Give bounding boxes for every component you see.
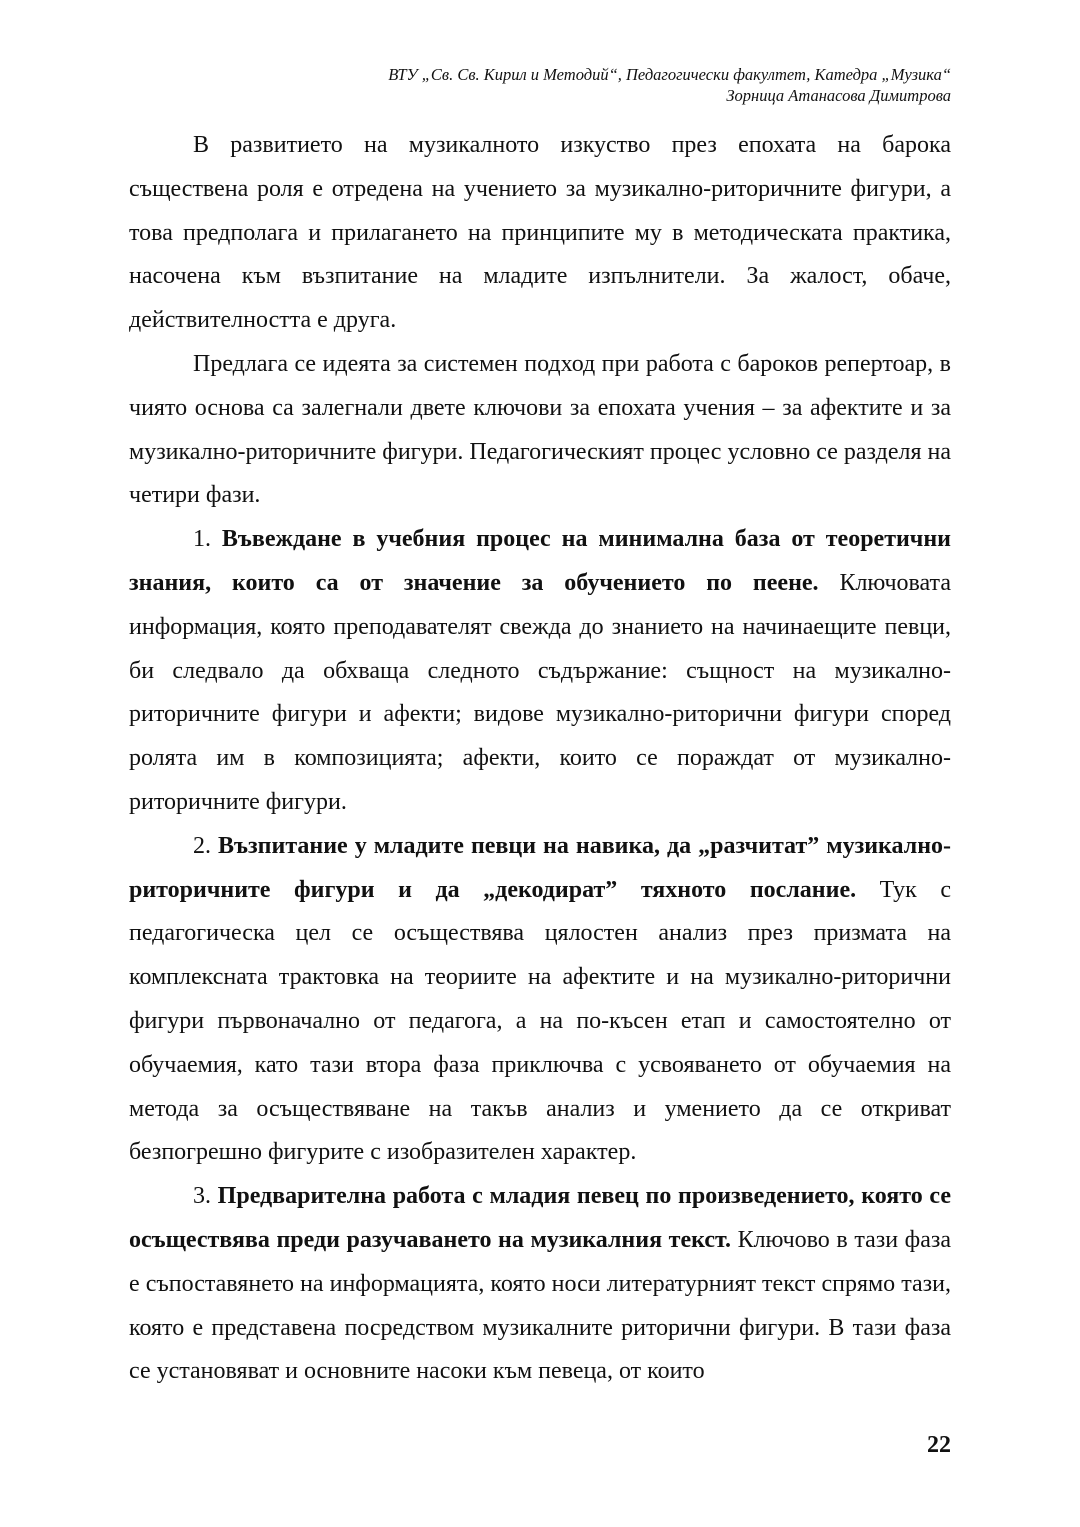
page-number: 22 xyxy=(927,1432,951,1458)
phase-3-number: 3. xyxy=(193,1183,218,1210)
header-institution: ВТУ „Св. Св. Кирил и Методий“, Педагогически факултет, Катедра „Музика“ xyxy=(388,65,951,84)
phase-2-number: 2. xyxy=(193,832,219,859)
paragraph-phase-3 xyxy=(129,1175,951,1394)
paragraph-intro: В развитието на музикалното изкуство през епохата на барока съществена роля е отредена на учението за музикално-риторичните фигури, а това предполага и прилагането на принципите му в методическата практика, насочена към възпитание на младите изпълнители. За жалост, обаче, действителността е друга. xyxy=(129,132,951,334)
phase-3-text: Ключово в тази фаза е съпоставянето на информацията, която носи литературният текст спрямо тази, която е представена посредством музикалните риторични фигури. В тази фаза се установяват и основните насоки към певеца, от които xyxy=(129,1226,951,1385)
header-author: Зорница Атанасова Димитрова xyxy=(726,86,951,105)
phase-1-title: Въвеждане в учебния процес на минимална база от теоретични знания, които са от значение за обучението по пеене. xyxy=(129,526,951,596)
phase-3-title: Предварителна работа с младия певец по произведението, която се осъществява преди разучаването на музикалния текст. xyxy=(129,1183,951,1253)
phase-2-text: Тук с педагогическа цел се осъществява цялостен анализ през призмата на комплексната трактовка на теориите на афектите и на музикално-риторични фигури първоначално от педагога, а на по-късен етап и самостоятелно от обучаемия, като тази втора фаза приключва с усвояването от обучаемия на метода за осъществяване на такъв анализ и умението да се откриват безпогрешно фигурите с изобразителен характер. xyxy=(129,876,951,1166)
phase-1-text: Ключовата информация, която преподавателят свежда до знанието на начинаещите певци, би следвало да обхваща следното съдържание: същност на музикално-риторичните фигури и афекти; видове музикално-риторични фигури според ролята им в композицията; афекти, които се пораждат от музикално-риторичните фигури. xyxy=(129,569,951,815)
paragraph-approach: Предлага се идеята за системен подход при работа с бароков репертоар, в чиято основа са залегнали двете ключови за епохата учения – за афектите и за музикално-риторичните фигури. Педагогическият процес условно се разделя на четири фази. xyxy=(129,350,951,509)
phase-1-number: 1. xyxy=(193,526,222,553)
phase-2-title: Възпитание у младите певци на навика, да „разчитат” музикално-риторичните фигури и да „декодират” тяхното послание. xyxy=(129,832,952,903)
document-body xyxy=(129,124,951,1394)
running-header xyxy=(388,64,951,106)
paragraph-phase-2 xyxy=(129,825,951,1175)
paragraph-phase-1 xyxy=(129,518,951,825)
